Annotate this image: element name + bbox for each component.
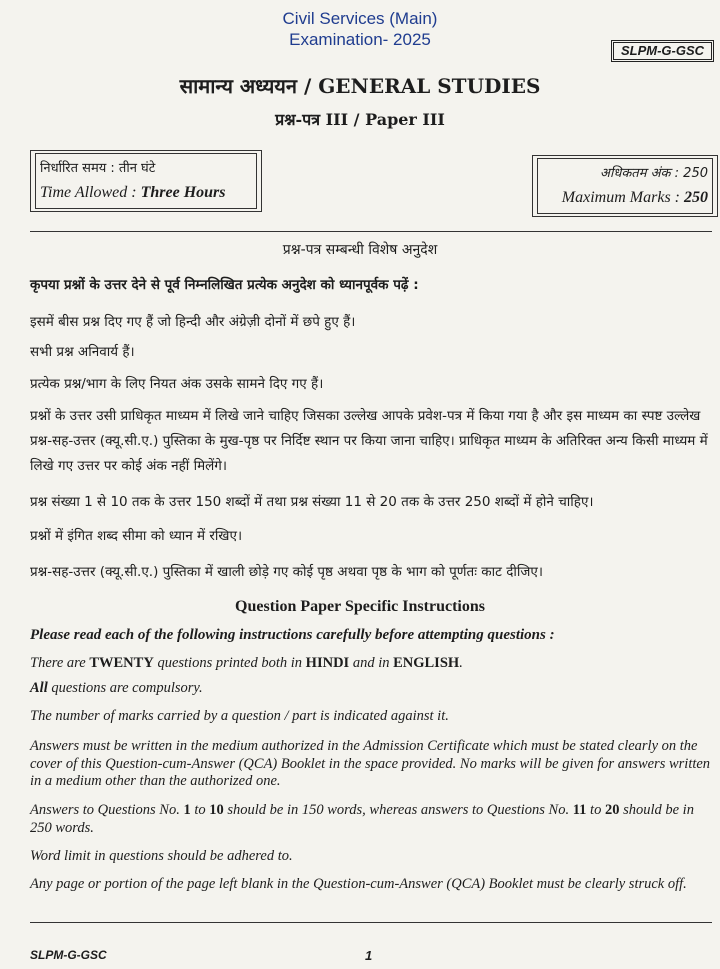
divider-top	[30, 231, 712, 232]
page-title: सामान्य अध्ययन / GENERAL STUDIES	[179, 74, 541, 98]
time-allowed-hindi: निर्धारित समय : तीन घंटे	[40, 161, 156, 176]
english-item-1: There are TWENTY questions printed both in HINDI and in ENGLISH.	[30, 655, 463, 671]
hindi-item-2: सभी प्रश्न अनिवार्य हैं।	[30, 344, 135, 360]
divider-bottom	[30, 922, 712, 923]
page-number: 1	[365, 948, 373, 963]
english-item-2: All questions are compulsory.	[30, 680, 203, 696]
hindi-item-4: प्रश्नों के उत्तर उसी प्राधिकृत माध्यम में लिखे जाने चाहिए जिसका उल्लेख आपके प्रवेश-पत्र में किया गया है और इस माध्यम का स्पष्ट उल्लेख प्रश्न-सह-उत्तर (क्यू.सी.ए.) पुस्तिका के मुख-पृष्ठ पर निर्दिष्ट स्थान पर किया जाना चाहिए। प्राधिकृत माध्यम के अतिरिक्त अन्य किसी माध्यम में लिखे गए उत्तर पर कोई अंक नहीं मिलेंगे।	[30, 408, 708, 474]
english-item-5: Answers to Questions No. 1 to 10 should be in 150 words, whereas answers to Questions No. 11 to 20 should be in 250 words.	[30, 802, 694, 836]
english-instructions-intro: Please read each of the following instructions carefully before attempting questions :	[30, 627, 555, 643]
english-item-6: Word limit in questions should be adhered to.	[30, 848, 293, 864]
paper-code-box	[611, 40, 714, 62]
english-item-3: The number of marks carried by a question / part is indicated against it.	[30, 708, 449, 724]
hindi-item-1: इसमें बीस प्रश्न दिए गए हैं जो हिन्दी और अंग्रेज़ी दोनों में छपे हुए हैं।	[30, 314, 356, 330]
paper-number: प्रश्न-पत्र III / Paper III	[275, 110, 445, 129]
english-instructions-heading: Question Paper Specific Instructions	[235, 598, 485, 615]
exam-line-1: Civil Services (Main)	[282, 9, 438, 28]
english-item-4: Answers must be written in the medium authorized in the Admission Certificate which must be stated clearly on the cover of this Question-cum-Answer (QCA) Booklet in the space provided. No marks will be given for answers written in a medium other than the authorized one.	[30, 738, 711, 789]
maximum-marks-english: Maximum Marks : 250	[561, 189, 708, 206]
hindi-item-3: प्रत्येक प्रश्न/भाग के लिए नियत अंक उसके सामने दिए गए हैं।	[30, 376, 324, 392]
hindi-instructions-intro: कृपया प्रश्नों के उत्तर देने से पूर्व निम्नलिखित प्रत्येक अनुदेश को ध्यानपूर्वक पढ़ें :	[30, 277, 419, 293]
exam-line-2: Examination- 2025	[289, 30, 431, 49]
maximum-marks-hindi: अधिकतम अंक : 250	[600, 166, 708, 181]
hindi-item-6: प्रश्नों में इंगित शब्द सीमा को ध्यान में रखिए।	[30, 528, 243, 544]
time-allowed-english: Time Allowed : Three Hours	[40, 184, 226, 201]
hindi-item-5: प्रश्न संख्या 1 से 10 तक के उत्तर 150 शब्दों में तथा प्रश्न संख्या 11 से 20 तक के उत्तर 250 शब्दों में होने चाहिए।	[30, 494, 594, 510]
time-allowed-box	[30, 150, 262, 212]
english-item-7: Any page or portion of the page left blank in the Question-cum-Answer (QCA) Booklet must be clearly struck off.	[30, 876, 687, 892]
hindi-instructions-heading: प्रश्न-पत्र सम्बन्धी विशेष अनुदेश	[282, 242, 438, 258]
maximum-marks-box	[532, 155, 718, 217]
footer-paper-code: SLPM-G-GSC	[30, 948, 107, 962]
paper-code: SLPM-G-GSC	[613, 42, 712, 60]
hindi-item-7: प्रश्न-सह-उत्तर (क्यू.सी.ए.) पुस्तिका में खाली छोड़े गए कोई पृष्ठ अथवा पृष्ठ के भाग को पूर्णतः काट दीजिए।	[30, 564, 543, 580]
